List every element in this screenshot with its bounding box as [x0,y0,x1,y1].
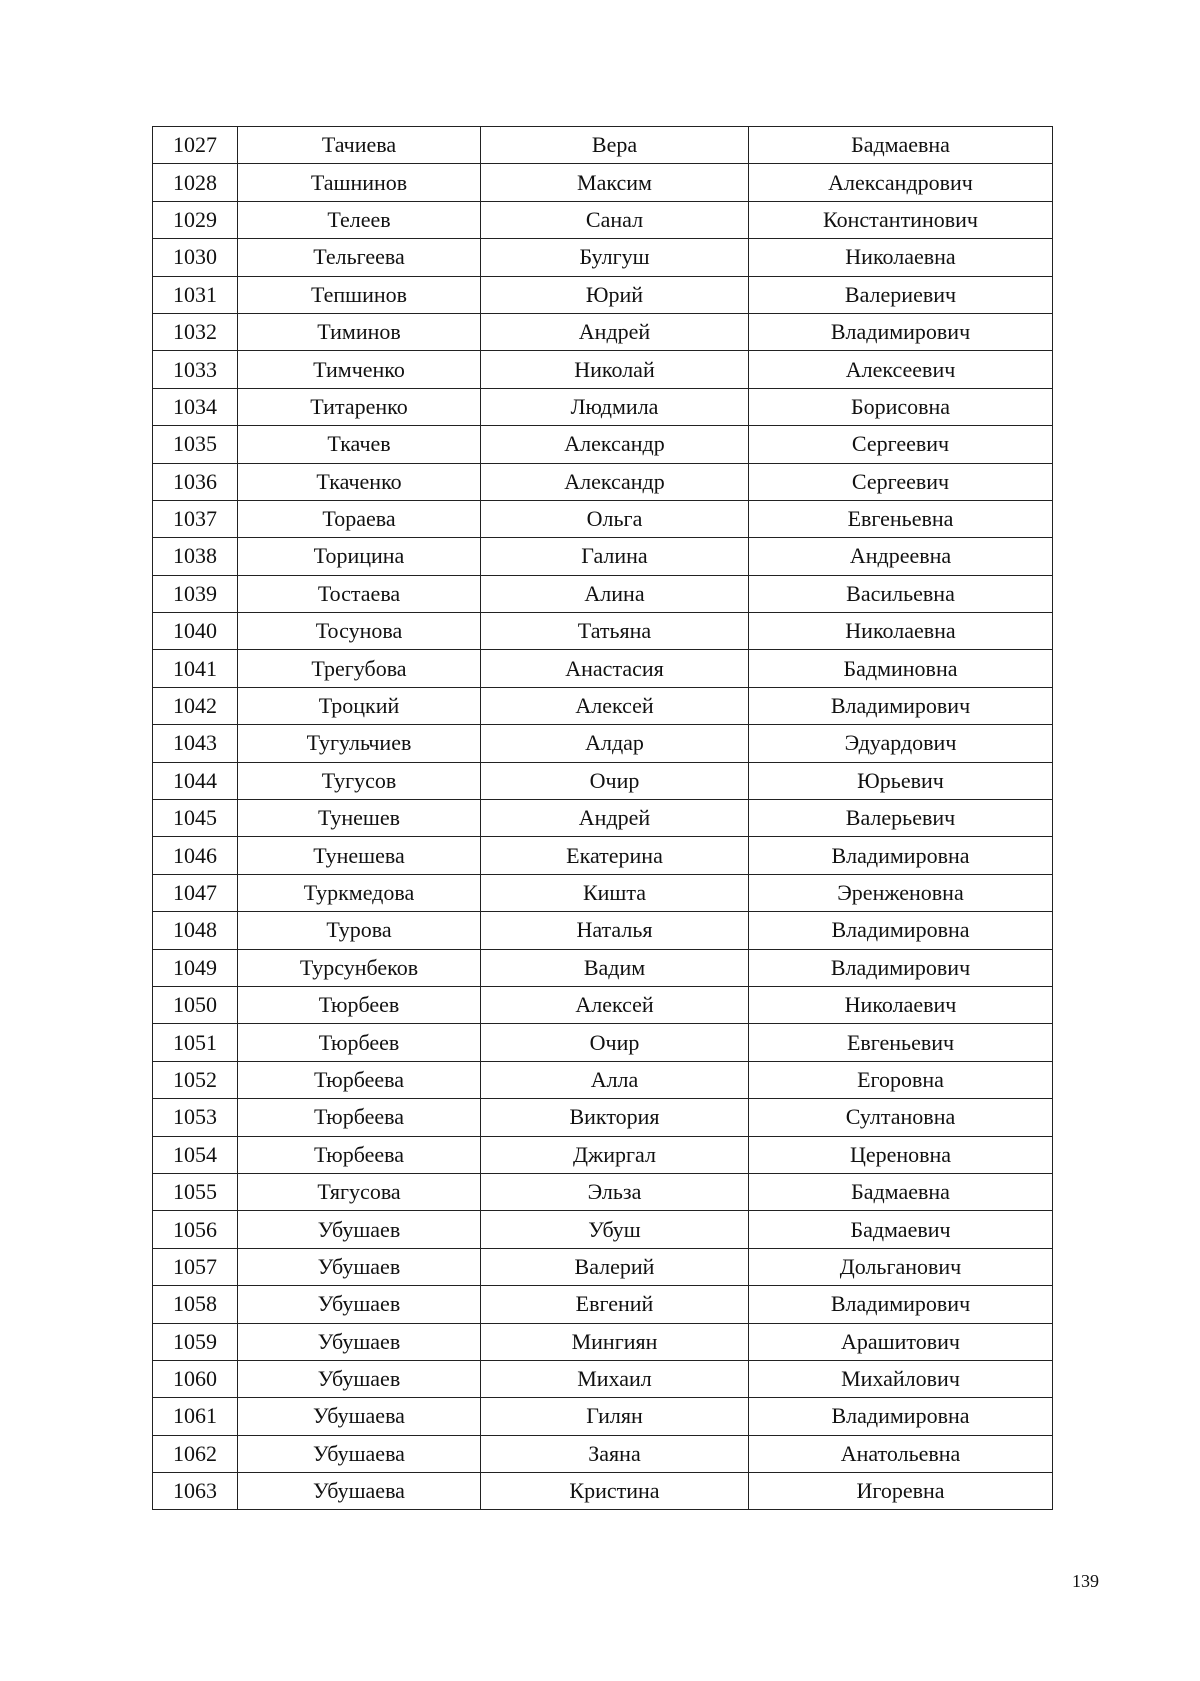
row-number-cell: 1058 [153,1286,238,1323]
surname-cell: Тепшинов [238,276,481,313]
surname-cell: Тораева [238,500,481,537]
surname-cell: Убушаев [238,1360,481,1397]
row-number-cell: 1047 [153,874,238,911]
surname-cell: Турсунбеков [238,949,481,986]
first-name-cell: Алексей [481,986,749,1023]
row-number-cell: 1054 [153,1136,238,1173]
first-name-cell: Алина [481,575,749,612]
first-name-cell: Виктория [481,1099,749,1136]
first-name-cell: Людмила [481,388,749,425]
surname-cell: Троцкий [238,687,481,724]
patronymic-cell: Борисовна [749,388,1053,425]
row-number-cell: 1036 [153,463,238,500]
first-name-cell: Александр [481,426,749,463]
surname-cell: Убушаев [238,1248,481,1285]
surname-cell: Туркмедова [238,874,481,911]
surname-cell: Убушаева [238,1435,481,1472]
patronymic-cell: Константинович [749,201,1053,238]
table-row [153,650,1053,687]
first-name-cell: Заяна [481,1435,749,1472]
row-number-cell: 1044 [153,762,238,799]
row-number-cell: 1029 [153,201,238,238]
surname-cell: Телеев [238,201,481,238]
table-row [153,725,1053,762]
patronymic-cell: Эдуардович [749,725,1053,762]
first-name-cell: Кристина [481,1473,749,1510]
patronymic-cell: Алексеевич [749,351,1053,388]
row-number-cell: 1043 [153,725,238,762]
row-number-cell: 1045 [153,800,238,837]
table-row [153,1099,1053,1136]
first-name-cell: Вадим [481,949,749,986]
row-number-cell: 1039 [153,575,238,612]
first-name-cell: Очир [481,1024,749,1061]
table-row [153,687,1053,724]
patronymic-cell: Владимировна [749,837,1053,874]
row-number-cell: 1061 [153,1398,238,1435]
surname-cell: Тюрбеева [238,1061,481,1098]
row-number-cell: 1062 [153,1435,238,1472]
table-row [153,837,1053,874]
patronymic-cell: Игоревна [749,1473,1053,1510]
surname-cell: Торицина [238,538,481,575]
patronymic-cell: Николаевна [749,613,1053,650]
table-row [153,1173,1053,1210]
table-row [153,351,1053,388]
row-number-cell: 1032 [153,313,238,350]
table-row [153,500,1053,537]
surname-cell: Ташнинов [238,164,481,201]
patronymic-cell: Владимирович [749,687,1053,724]
surname-cell: Тельгеева [238,239,481,276]
first-name-cell: Вера [481,127,749,164]
patronymic-cell: Сергеевич [749,426,1053,463]
table-row [153,1360,1053,1397]
surname-cell: Убушаев [238,1211,481,1248]
row-number-cell: 1056 [153,1211,238,1248]
surname-cell: Ткачев [238,426,481,463]
surname-cell: Турова [238,912,481,949]
surname-cell: Тиминов [238,313,481,350]
surname-cell: Тимченко [238,351,481,388]
table-row [153,949,1053,986]
table-row [153,164,1053,201]
table-row [153,1398,1053,1435]
first-name-cell: Наталья [481,912,749,949]
patronymic-cell: Владимирович [749,313,1053,350]
row-number-cell: 1031 [153,276,238,313]
surname-cell: Убушаева [238,1398,481,1435]
row-number-cell: 1030 [153,239,238,276]
first-name-cell: Ольга [481,500,749,537]
first-name-cell: Евгений [481,1286,749,1323]
first-name-cell: Булгуш [481,239,749,276]
surname-cell: Убушаев [238,1323,481,1360]
surname-cell: Тостаева [238,575,481,612]
patronymic-cell: Арашитович [749,1323,1053,1360]
first-name-cell: Алдар [481,725,749,762]
table-row [153,1024,1053,1061]
first-name-cell: Гилян [481,1398,749,1435]
surname-cell: Тунешева [238,837,481,874]
first-name-cell: Андрей [481,800,749,837]
patronymic-cell: Владимирович [749,1286,1053,1323]
row-number-cell: 1035 [153,426,238,463]
roster-table-body [153,127,1053,1510]
first-name-cell: Михаил [481,1360,749,1397]
row-number-cell: 1051 [153,1024,238,1061]
patronymic-cell: Владимировна [749,912,1053,949]
patronymic-cell: Бадмаевна [749,127,1053,164]
patronymic-cell: Бадмаевна [749,1173,1053,1210]
row-number-cell: 1041 [153,650,238,687]
table-row [153,1211,1053,1248]
first-name-cell: Андрей [481,313,749,350]
row-number-cell: 1057 [153,1248,238,1285]
page-number: 139 [1072,1571,1099,1591]
row-number-cell: 1052 [153,1061,238,1098]
surname-cell: Тунешев [238,800,481,837]
table-row [153,613,1053,650]
table-row [153,575,1053,612]
table-row [153,1323,1053,1360]
table-row [153,201,1053,238]
patronymic-cell: Эренженовна [749,874,1053,911]
first-name-cell: Кишта [481,874,749,911]
patronymic-cell: Николаевич [749,986,1053,1023]
patronymic-cell: Цереновна [749,1136,1053,1173]
first-name-cell: Екатерина [481,837,749,874]
patronymic-cell: Евгеньевна [749,500,1053,537]
first-name-cell: Татьяна [481,613,749,650]
row-number-cell: 1042 [153,687,238,724]
first-name-cell: Санал [481,201,749,238]
table-row [153,1286,1053,1323]
surname-cell: Тюрбеева [238,1099,481,1136]
surname-cell: Тугусов [238,762,481,799]
first-name-cell: Максим [481,164,749,201]
surname-cell: Трегубова [238,650,481,687]
first-name-cell: Галина [481,538,749,575]
surname-cell: Тачиева [238,127,481,164]
row-number-cell: 1055 [153,1173,238,1210]
row-number-cell: 1049 [153,949,238,986]
patronymic-cell: Валерьевич [749,800,1053,837]
patronymic-cell: Михайлович [749,1360,1053,1397]
surname-cell: Убушаев [238,1286,481,1323]
table-row [153,276,1053,313]
surname-cell: Титаренко [238,388,481,425]
surname-cell: Убушаева [238,1473,481,1510]
first-name-cell: Алексей [481,687,749,724]
surname-cell: Тосунова [238,613,481,650]
first-name-cell: Анастасия [481,650,749,687]
first-name-cell: Александр [481,463,749,500]
table-row [153,986,1053,1023]
row-number-cell: 1053 [153,1099,238,1136]
row-number-cell: 1038 [153,538,238,575]
table-row [153,1061,1053,1098]
row-number-cell: 1034 [153,388,238,425]
first-name-cell: Алла [481,1061,749,1098]
first-name-cell: Очир [481,762,749,799]
table-row [153,1136,1053,1173]
patronymic-cell: Валериевич [749,276,1053,313]
table-row [153,538,1053,575]
patronymic-cell: Егоровна [749,1061,1053,1098]
table-row [153,1435,1053,1472]
first-name-cell: Юрий [481,276,749,313]
patronymic-cell: Сергеевич [749,463,1053,500]
row-number-cell: 1050 [153,986,238,1023]
surname-cell: Ткаченко [238,463,481,500]
row-number-cell: 1063 [153,1473,238,1510]
surname-cell: Тягусова [238,1173,481,1210]
table-row [153,1248,1053,1285]
roster-table [152,126,1053,1510]
row-number-cell: 1033 [153,351,238,388]
table-row [153,874,1053,911]
patronymic-cell: Дольганович [749,1248,1053,1285]
patronymic-cell: Султановна [749,1099,1053,1136]
patronymic-cell: Бадмаевич [749,1211,1053,1248]
table-row [153,313,1053,350]
row-number-cell: 1060 [153,1360,238,1397]
patronymic-cell: Владимирович [749,949,1053,986]
surname-cell: Тюрбеева [238,1136,481,1173]
row-number-cell: 1028 [153,164,238,201]
patronymic-cell: Юрьевич [749,762,1053,799]
patronymic-cell: Бадминовна [749,650,1053,687]
table-row [153,800,1053,837]
table-row [153,762,1053,799]
first-name-cell: Джиргал [481,1136,749,1173]
first-name-cell: Мингиян [481,1323,749,1360]
table-row [153,388,1053,425]
first-name-cell: Николай [481,351,749,388]
row-number-cell: 1048 [153,912,238,949]
row-number-cell: 1059 [153,1323,238,1360]
first-name-cell: Убуш [481,1211,749,1248]
patronymic-cell: Александрович [749,164,1053,201]
table-row [153,912,1053,949]
first-name-cell: Валерий [481,1248,749,1285]
first-name-cell: Эльза [481,1173,749,1210]
table-row [153,426,1053,463]
table-row [153,127,1053,164]
row-number-cell: 1027 [153,127,238,164]
row-number-cell: 1046 [153,837,238,874]
surname-cell: Тюрбеев [238,1024,481,1061]
surname-cell: Тюрбеев [238,986,481,1023]
patronymic-cell: Васильевна [749,575,1053,612]
patronymic-cell: Андреевна [749,538,1053,575]
surname-cell: Тугульчиев [238,725,481,762]
patronymic-cell: Евгеньевич [749,1024,1053,1061]
table-row [153,1473,1053,1510]
table-row [153,463,1053,500]
table-row [153,239,1053,276]
patronymic-cell: Анатольевна [749,1435,1053,1472]
row-number-cell: 1037 [153,500,238,537]
patronymic-cell: Николаевна [749,239,1053,276]
row-number-cell: 1040 [153,613,238,650]
patronymic-cell: Владимировна [749,1398,1053,1435]
